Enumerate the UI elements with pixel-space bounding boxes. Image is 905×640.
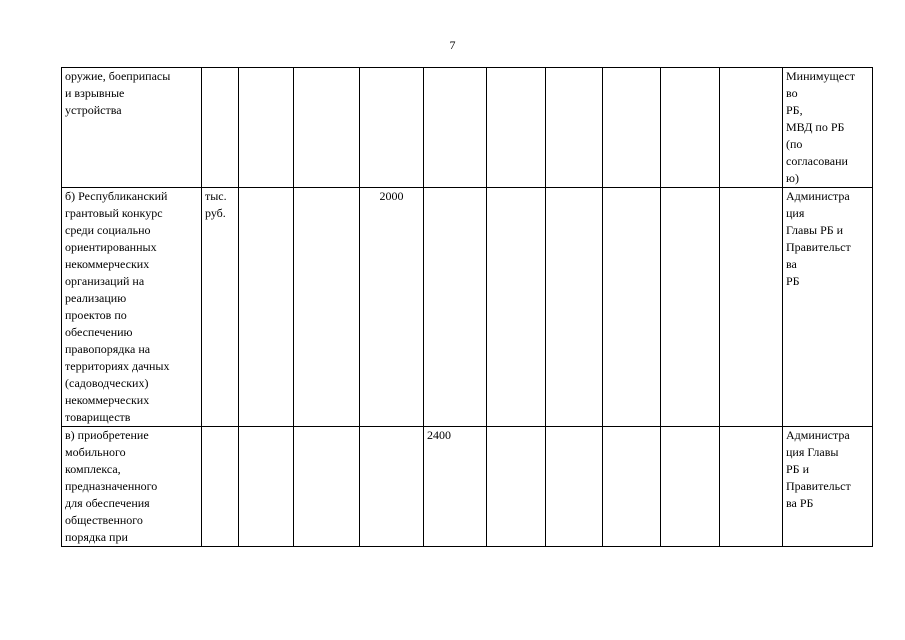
responsible-executor: Администра ция Главы РБ и Правительст ва РБ — [783, 427, 873, 547]
unit-cell — [202, 427, 239, 547]
empty-cell — [546, 427, 603, 547]
value-cell — [424, 68, 487, 188]
empty-cell — [239, 188, 294, 427]
empty-cell — [603, 427, 661, 547]
measure-description: оружие, боеприпасы и взрывные устройства — [62, 68, 202, 188]
responsible-executor: Администра ция Главы РБ и Правительст ва РБ — [783, 188, 873, 427]
empty-cell — [720, 427, 783, 547]
empty-cell — [661, 427, 720, 547]
empty-cell — [294, 188, 360, 427]
responsible-executor: Минимущест во РБ, МВД по РБ (по согласовани ю) — [783, 68, 873, 188]
empty-cell — [487, 188, 546, 427]
empty-cell — [487, 427, 546, 547]
unit-cell — [202, 68, 239, 188]
value-cell — [424, 188, 487, 427]
unit-cell: тыс. руб. — [202, 188, 239, 427]
empty-cell — [487, 68, 546, 188]
table-row — [62, 68, 873, 188]
value-cell — [360, 427, 424, 547]
table-row — [62, 427, 873, 547]
value-cell: 2000 — [360, 188, 424, 427]
empty-cell — [603, 188, 661, 427]
value-cell — [360, 68, 424, 188]
empty-cell — [720, 68, 783, 188]
empty-cell — [720, 188, 783, 427]
empty-cell — [239, 68, 294, 188]
empty-cell — [294, 68, 360, 188]
measure-description: б) Республиканский грантовый конкурс среди социально ориентированных некоммерческих организаций на реализацию проектов по обеспечению правопорядка на территориях дачных (садоводческих) некоммерческих товариществ — [62, 188, 202, 427]
empty-cell — [546, 68, 603, 188]
measure-description: в) приобретение мобильного комплекса, предназначенного для обеспечения общественного порядка при — [62, 427, 202, 547]
table-row — [62, 188, 873, 427]
empty-cell — [546, 188, 603, 427]
empty-cell — [661, 188, 720, 427]
page-number: 7 — [449, 38, 456, 52]
empty-cell — [603, 68, 661, 188]
value-cell: 2400 — [424, 427, 487, 547]
empty-cell — [661, 68, 720, 188]
empty-cell — [239, 427, 294, 547]
empty-cell — [294, 427, 360, 547]
plan-table — [61, 67, 873, 547]
